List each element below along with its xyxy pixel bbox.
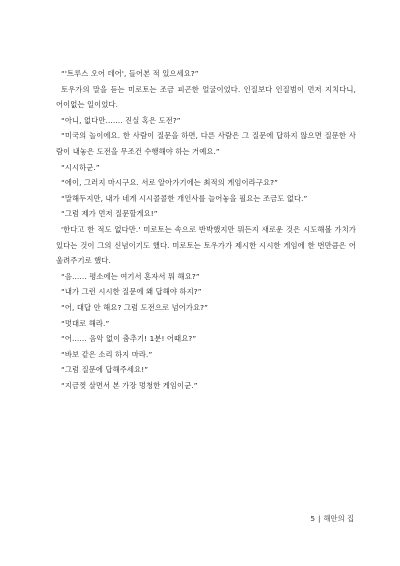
paragraph: “지금껏 살면서 본 가장 멍청한 게임이군.” <box>61 380 198 390</box>
body-text <box>56 66 356 393</box>
paragraph: “멋대로 해라.” <box>61 318 110 328</box>
paragraph: “음…… 평소에는 여기서 혼자서 뭐 해요?” <box>61 271 200 281</box>
paragraph: “어, 대답 안 해요? 그럼 도전으로 넘어가요?” <box>61 302 209 312</box>
paragraph: “시시하군.” <box>61 162 100 172</box>
paragraph: “그럼 질문에 답해주세요!” <box>61 365 149 375</box>
paragraph: '한다고 한 적도 없다만.' 미로토는 속으로 반박했지만 뭐든지 새로운 것은 시도해볼 가치가 있다는 것이 그의 신념이기도 했다. 미로토는 토우가가 제시한 시시한 게임에 한 번만큼은 어울려주기로 했다. <box>56 224 356 266</box>
paragraph: “말해두지만, 내가 네게 시시콜콜한 개인사를 늘어놓을 필요는 조금도 없다.” <box>61 193 308 203</box>
paragraph: “아니, 없다만……. 진실 혹은 도전?” <box>61 115 181 125</box>
paragraph: “내가 그런 시시한 질문에 왜 답해야 하지?” <box>61 287 202 297</box>
book-title: 해안의 집 <box>323 514 354 523</box>
page-number: 5 <box>310 514 316 523</box>
footer-separator: | <box>318 514 321 523</box>
paragraph: “그럼 제가 먼저 질문할게요!” <box>61 209 158 219</box>
paragraph: “'트루스 오어 데어', 들어본 적 있으세요?” <box>61 69 199 78</box>
paragraph: “바보 같은 소리 하지 마라.” <box>61 349 153 359</box>
paragraph: 토우가의 말을 듣는 미로토는 조금 피곤한 얼굴이었다. 인질보다 인질범이 먼저 지치다니, 어이없는 일이었다. <box>56 84 356 110</box>
paragraph: “에이, 그러지 마시구요. 서로 알아가기에는 최적의 게임이라구요?” <box>61 178 278 188</box>
paragraph: “미국의 놀이에요. 한 사람이 질문을 하면, 다른 사람은 그 질문에 답하지 않으면 질문한 사람이 내놓은 도전을 무조건 수행해야 하는 거예요.” <box>56 131 356 156</box>
paragraph: “어…… 음악 없이 춤추기! 1분! 어때요?” <box>61 334 197 344</box>
page-footer <box>310 514 354 524</box>
